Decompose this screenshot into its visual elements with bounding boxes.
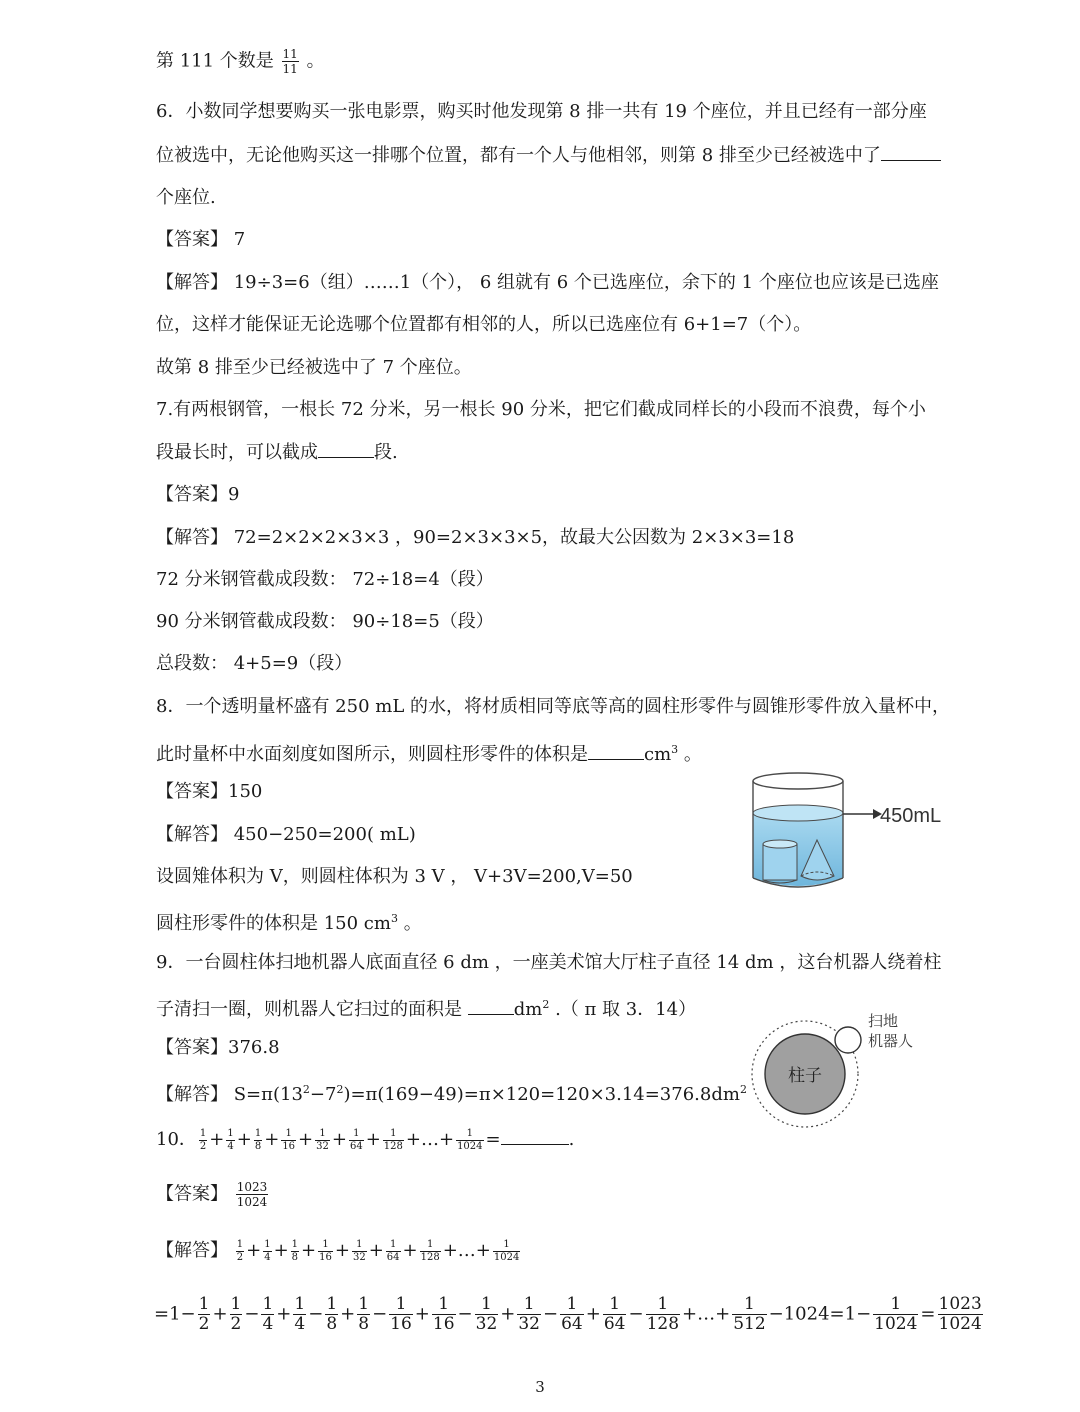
q6-solution-3: 故第 8 排至少已经被选中了 7 个座位。 xyxy=(156,357,472,378)
q7-solution-1: 【解答】 72=2×2×2×3×3 ，90=2×3×3×5，故最大公因数为 2×3×3=18 xyxy=(156,527,795,548)
robot-circle xyxy=(835,1027,861,1053)
pillar-label: 柱子 xyxy=(788,1066,822,1086)
q8-solution-3: 圆柱形零件的体积是 150 $cm^3$ 。 xyxy=(156,912,422,934)
q9-line-1: 9．一台圆柱体扫地机器人底面直径 6 dm ，一座美术馆大厅柱子直径 14 dm ，这台机器人绕着柱 xyxy=(156,952,942,973)
q5-tail-text: 第 111 个数是 xyxy=(156,50,274,72)
q9-answer: 【答案】376.8 xyxy=(156,1037,280,1058)
robot-label-2: 机器人 xyxy=(868,1032,914,1050)
q8-answer: 【答案】150 xyxy=(156,781,263,802)
page-number: 3 xyxy=(535,1378,545,1396)
q7-line-1: 7.有两根钢管，一根长 72 分米，另一根长 90 分米，把它们截成同样长的小段而不浪费，每个小 xyxy=(156,399,926,420)
q6-answer: 【答案】 7 xyxy=(156,229,246,250)
robot-label-1: 扫地 xyxy=(868,1012,899,1030)
q7-solution-4: 总段数： 4+5=9（段） xyxy=(156,653,353,674)
q6-line-1: 6．小数同学想要购买一张电影票，购买时他发现第 8 排一共有 19 个座位，并且已经有一部分座 xyxy=(156,101,927,122)
q6-line-3: 个座位. xyxy=(156,187,216,208)
q7-solution-3: 90 分米钢管截成段数： 90÷18=5（段） xyxy=(156,611,494,632)
q5-tail-line: 第 111 个数是 $\frac{11}{11}$ 。 xyxy=(156,47,325,76)
beaker-figure xyxy=(745,768,960,898)
q6-solution-1: 【解答】 19÷3=6（组）……1（个）， 6 组就有 6 个已选座位，余下的 1 个座位也应该是已选座 xyxy=(156,272,939,293)
pillar-figure xyxy=(750,1004,935,1144)
q10-answer: 【答案】 $\frac{1023}{1024}$ xyxy=(156,1180,268,1209)
q9-solution: 【解答】 $S=\pi(13^2-7^2)=\pi(169-49)=\pi\times 120=120\times 3.14=376.8dm^2$ xyxy=(156,1083,747,1105)
q8-line-1: 8．一个透明量杯盛有 250 mL 的水，将材质相同等底等高的圆柱形零件与圆锥形零件放入量杯中， xyxy=(156,696,950,717)
fraction-11-11: $\frac{11}{11}$ xyxy=(282,47,298,76)
answer-fraction: $\frac{1023}{1024}$ xyxy=(236,1180,268,1209)
water-surface xyxy=(753,805,843,821)
q6-line-2: 位被选中，无论他购买这一排哪个位置，都有一个人与他相邻，则第 8 排至少已经被选中了 xyxy=(156,142,980,169)
cylinder-part xyxy=(763,840,797,883)
beaker-rim xyxy=(753,773,843,789)
q9-line-2: 子清扫一圈，则机器人它扫过的面积是 $dm^2$ .（ π 取 3．14） xyxy=(156,998,697,1020)
q6-solution-2: 位，这样才能保证无论选哪个位置都有相邻的人，所以已选座位有 6+1=7（个）。 xyxy=(156,314,812,335)
q10-solution-1: 【解答】 $\frac{1}{2}$ + $\frac{1}{4}$ + $\frac{1}{8}$ + $\frac{1}{16}$ + $\frac{1}{32}$ + $\frac{1}{64}$ + $\frac{1}{128}$ +…+ $\frac{1}{1024}$ xyxy=(156,1238,520,1263)
q7-answer: 【答案】9 xyxy=(156,484,240,505)
q8-solution-1: 【解答】 450−250=200( mL) xyxy=(156,824,416,845)
beaker-label: 450mL xyxy=(880,805,942,827)
answer-blank xyxy=(468,996,514,1015)
q10-solution-2: =1− $\frac{1}{2}$ + $\frac{1}{2}$ − $\frac{1}{4}$ + $\frac{1}{4}$ − $\frac{1}{8}$ + $\frac{1}{8}$ − $\frac{1}{16}$ + $\frac{1}{16}$ − $\frac{1}{32}$ + $\frac{1}{32}$ − $\frac{1}{64}$ + $\frac{1}{64}$ − $\frac{1}{128}$ +…+ $\frac{1}{512}$ −1024=1− $\frac{1}{1024}$ = $\frac{1023}{1024}$ xyxy=(154,1294,982,1334)
answer-blank xyxy=(318,439,374,458)
q10-question: 10． $\frac{1}{2}$ + $\frac{1}{4}$ + $\frac{1}{8}$ + $\frac{1}{16}$ + $\frac{1}{32}$ + $\frac{1}{64}$ + $\frac{1}{128}$ +…+ $\frac{1}{1024}$ = . xyxy=(156,1127,575,1152)
answer-blank xyxy=(881,142,941,161)
q8-line-2: 此时量杯中水面刻度如图所示，则圆柱形零件的体积是 $cm^3$ 。 xyxy=(156,743,702,765)
q7-line-2: 段最长时，可以截成 段. xyxy=(156,439,980,466)
q8-solution-2: 设圆雉体积为 V，则圆柱体积为 3 V ， V+3V=200,V=50 xyxy=(156,866,633,887)
answer-blank xyxy=(588,741,644,760)
q7-solution-2: 72 分米钢管截成段数： 72÷18=4（段） xyxy=(156,569,494,590)
answer-blank xyxy=(501,1126,569,1145)
